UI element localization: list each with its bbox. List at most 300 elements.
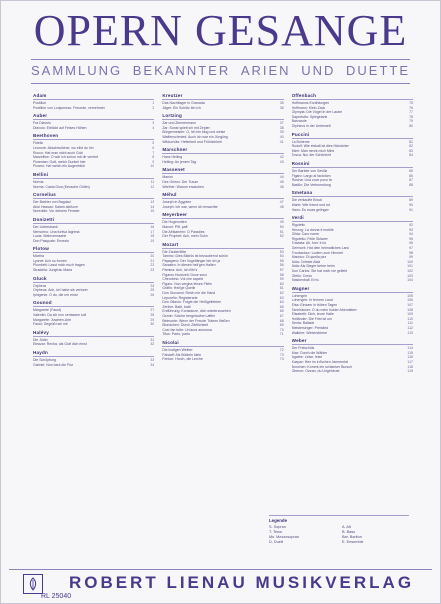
entry-title: Die Afrikanerin: O Paradies <box>162 229 205 234</box>
entry-number: 25 <box>150 288 155 293</box>
entry-number: 74 <box>279 357 284 362</box>
entry-number: 21 <box>150 258 155 263</box>
legend-item: S. Sopran <box>269 525 286 529</box>
composer-section <box>162 167 283 189</box>
entry-number: 95 <box>409 236 413 241</box>
entry-number: 45 <box>279 179 284 184</box>
entry-title: Fidelio <box>33 141 44 146</box>
entry-title: Dapertutto: Spiegelarie <box>291 114 328 119</box>
composer-heading: Massenet <box>162 167 283 174</box>
entry-title: Pizarro: Ha! welch ein Augenblick <box>33 164 85 169</box>
entry-number: 86 <box>409 173 413 178</box>
entry-title: Ännchen: Kommt ein schlanker Bursch <box>291 364 352 369</box>
entry-title: Norma <box>33 179 44 184</box>
entry-number: 80 <box>409 123 413 128</box>
entry-title: Orpheus: Ach, ich habe sie verloren <box>33 288 89 293</box>
contents-entry <box>162 185 283 190</box>
entry-number: 34 <box>150 362 155 367</box>
entry-title: Elisabeth: Dich, teure Halle <box>291 312 334 317</box>
contents-entry <box>162 106 283 111</box>
entry-title: Rudolf: Wie eiskalt ist dies Händchen <box>291 144 350 149</box>
entry-title: Così fan tutte: Un'aura amorosa <box>162 327 212 332</box>
legend-item: B. Bass <box>342 530 356 534</box>
entry-number: 110 <box>407 316 413 321</box>
contents-column <box>162 93 283 558</box>
entry-number: 32 <box>150 342 155 347</box>
entry-title: Don Pasquale: Ernesto <box>33 238 69 243</box>
composer-heading: Puccini <box>292 132 413 139</box>
entry-number: 49 <box>279 220 284 225</box>
publisher-footer <box>9 569 432 600</box>
entry-title: Joseph in Ägypten <box>162 200 192 205</box>
composer-heading: Gounod <box>33 300 154 307</box>
publisher-logo-icon <box>23 574 43 594</box>
composer-heading: Donizetti <box>33 217 154 224</box>
entry-title: Rigoletto <box>291 223 306 228</box>
composer-heading: Kreutzer <box>162 93 283 100</box>
entry-number: 58 <box>279 272 284 277</box>
entry-number: 53 <box>279 249 284 254</box>
entry-number: 116 <box>407 355 413 360</box>
entry-title: Die Jüdin <box>33 337 48 342</box>
entry-title: Marzelline: O wär ich schon mit dir vereint <box>33 155 98 160</box>
entry-title: Don Ottavio: Folget der Heißgeliebten <box>162 300 222 305</box>
catalog-number: RL 25040 <box>41 593 72 600</box>
composer-heading: Marschner <box>162 147 283 154</box>
entry-number: 61 <box>279 286 284 291</box>
title-rule <box>31 59 410 60</box>
entry-title: Gilda: Caro nome <box>291 232 320 237</box>
entry-title: Margarete: Juwelen-Arie <box>33 317 72 322</box>
entry-number: 111 <box>407 321 413 326</box>
entry-number: 19 <box>150 238 155 243</box>
entry-title: Werther: Warum erwachen <box>162 184 204 189</box>
composer-section <box>292 338 413 374</box>
legend-item: A. Alt <box>342 525 351 529</box>
composer-heading: Offenbach <box>292 93 413 100</box>
composer-heading: Adam <box>33 93 154 100</box>
entry-title: Die Hugenotten <box>162 220 187 225</box>
entry-number: 106 <box>407 298 413 303</box>
entry-title: Eleazar: Recha, als Gott dich einst <box>33 342 87 347</box>
entry-number: 37 <box>279 121 284 126</box>
entry-number: 84 <box>409 153 413 158</box>
legend-grid <box>269 525 409 545</box>
entry-title: Florestan: Gott, welch Dunkel hier <box>33 159 86 164</box>
composer-heading: Beethoven <box>33 133 154 140</box>
composer-section <box>33 113 154 130</box>
entry-number: 35 <box>279 101 284 105</box>
composer-heading: Nicolai <box>162 340 283 347</box>
entry-number: 30 <box>150 322 155 327</box>
contents-entry <box>33 342 154 347</box>
entry-number: 67 <box>279 314 284 318</box>
entry-number: 5 <box>152 141 155 146</box>
entry-number: 2 <box>152 105 155 110</box>
composer-heading: Lortzing <box>162 113 283 120</box>
entry-title: Plumkett: Lasst mich euch fragen <box>33 263 85 268</box>
composer-section <box>33 192 154 214</box>
entry-number: 69 <box>279 323 284 328</box>
composer-heading: Méhul <box>162 192 283 199</box>
entry-number: 112 <box>407 325 413 330</box>
entry-title: Agathe: Leise, leise <box>291 355 323 360</box>
entry-number: 55 <box>279 258 284 263</box>
entry-title: Zar: Sonst spielt ich mit Zepter <box>162 125 210 130</box>
entry-title: Walküre: Winterstürme <box>291 330 328 335</box>
entry-title: Gräfin: Heil'ge Quelle <box>162 286 196 291</box>
composer-section <box>162 93 283 110</box>
entry-title: La Bohème <box>291 139 310 144</box>
entry-number: 104 <box>407 278 413 283</box>
entry-title: Postillon von Lonjumeau: Freunde, vernehmet <box>33 105 105 110</box>
entry-number: 4 <box>152 125 155 130</box>
entry-number: 101 <box>407 264 413 269</box>
contents-entry <box>292 369 413 374</box>
legend-item: D. Duett <box>269 540 283 544</box>
entry-title: Rosina: Una voce poco fa <box>291 178 332 183</box>
composer-section <box>33 217 154 243</box>
contents-column <box>292 93 413 558</box>
entry-title: Falstaff: Als Büblein klein <box>162 352 202 357</box>
contents-entry <box>33 268 154 273</box>
composer-section <box>162 113 283 144</box>
entry-number: 64 <box>279 300 284 305</box>
entry-title: Jäger: Ein Schütz bin ich <box>162 105 201 110</box>
entry-number: 59 <box>279 277 284 282</box>
entry-number: 92 <box>409 223 413 228</box>
entry-title: Rocco: Hat man nicht auch Gold <box>33 150 84 155</box>
entry-title: Rigoletto: Feile Sklaven <box>291 236 329 241</box>
entry-title: Manrico: Di quella pira <box>291 255 327 260</box>
entry-number: 91 <box>409 207 413 212</box>
entry-title: Das Nachtlager in Granada <box>162 101 205 105</box>
composer-section <box>33 172 154 189</box>
contents-entry <box>162 160 283 165</box>
entry-title: Joseph: Ich war, wenn ich erwachte <box>162 204 218 209</box>
composer-section <box>33 246 154 272</box>
legend-item: E. Ensemble <box>342 540 364 544</box>
entry-title: Oberon: Ozean, du Ungeheuer <box>291 369 340 374</box>
composer-heading: Haydn <box>33 350 154 357</box>
contents-entry <box>292 208 413 213</box>
entry-number: 27 <box>150 308 155 313</box>
entry-number: 43 <box>279 159 284 164</box>
entry-number: 48 <box>279 204 284 209</box>
entry-title: Abul Hassan: Salam aleikum <box>33 204 78 209</box>
entry-number: 82 <box>409 144 413 149</box>
entry-number: 93 <box>409 227 413 232</box>
subtitle-word: BEKANNTER <box>132 63 231 78</box>
entry-title: Leonore: Abscheulicher, wo eilst du hin <box>33 145 94 150</box>
entry-number: 71 <box>279 332 284 337</box>
collection-title: OPERN GESANGE <box>33 6 408 55</box>
entry-title: Tamino: Dies Bildnis ist bezaubernd schön <box>162 254 229 259</box>
entry-title: Lyonel: Ach so fromm <box>33 258 67 263</box>
entry-number: 36 <box>279 105 284 110</box>
composer-heading: Mozart <box>162 242 283 249</box>
contents-entry <box>162 140 283 145</box>
entry-title: Die lustigen Weiber <box>162 347 193 352</box>
entry-number: 103 <box>407 273 413 278</box>
entry-number: 89 <box>409 198 413 203</box>
entry-title: Barcarole <box>291 119 307 124</box>
composer-heading: Flotow <box>33 246 154 253</box>
entry-title: Germont: Hat dein heimatliches Land <box>291 246 350 251</box>
contents-entry <box>162 234 283 239</box>
entry-number: 47 <box>279 200 284 205</box>
entry-number: 108 <box>407 307 413 312</box>
entry-title: Postillon <box>33 101 47 105</box>
entry-number: 113 <box>407 330 413 335</box>
entry-number: 94 <box>409 232 413 237</box>
entry-title: Tannhäuser: O du mein holder Abendstern <box>291 307 358 312</box>
entry-number: 23 <box>150 268 155 273</box>
entry-title: Orpheus <box>33 283 47 288</box>
composer-section <box>292 132 413 158</box>
entry-title: Mimi: Man nennt mich Mimi <box>291 148 335 153</box>
entry-number: 17 <box>150 229 155 234</box>
entry-number: 72 <box>279 347 284 352</box>
entry-title: Max: Durch die Wälder <box>291 350 328 355</box>
entry-title: Orpheus in der Unterwelt <box>291 123 331 128</box>
entry-number: 117 <box>407 359 413 364</box>
composer-heading: Cornelius <box>33 192 154 199</box>
entry-number: 98 <box>409 250 413 255</box>
entry-title: Figaro: Nun vergiss leises Flehn <box>162 281 213 286</box>
entry-number: 119 <box>407 369 413 374</box>
entry-title: Gabriel: Nun beut die Flur <box>33 362 74 367</box>
entry-title: Lohengrin <box>291 293 308 298</box>
composer-heading: Smetana <box>292 190 413 197</box>
entry-title: Heiling: An jenem Tag <box>162 159 197 164</box>
entry-title: Kaspar: Hier im ird'schen Jammertal <box>291 359 348 364</box>
subtitle-word: SAMMLUNG <box>31 63 123 78</box>
entry-number: 16 <box>150 224 155 229</box>
entry-number: 115 <box>407 350 413 355</box>
entry-number: 52 <box>279 234 284 239</box>
entry-title: Hoffmanns Erzählungen <box>291 101 330 105</box>
entry-title: Otello: Credo <box>291 273 313 278</box>
legend-title: Legende <box>269 518 288 523</box>
entry-number: 42 <box>279 155 284 160</box>
contents-entry <box>33 322 154 327</box>
composer-section <box>33 93 154 110</box>
entry-title: Entführung: Konstanze, dich wiederzusehen <box>162 309 231 314</box>
composer-heading: Halévy <box>33 330 154 337</box>
entry-title: Die Schöpfung <box>33 358 56 362</box>
entry-title: Figaro: Largo al factotum <box>291 173 331 178</box>
entry-number: 56 <box>279 263 284 268</box>
entry-title: Hans Heiling <box>162 155 183 160</box>
entry-title: Senta: Ballade <box>291 321 315 326</box>
entry-number: 73 <box>279 352 284 357</box>
entry-title: Titus: Parto, parto <box>162 332 191 337</box>
entry-number: 29 <box>150 317 155 322</box>
entry-title: Troubadour: Lodern zum Himmel <box>291 250 343 255</box>
entry-number: 99 <box>409 255 413 260</box>
contents-entry <box>292 183 413 188</box>
entry-number: 107 <box>407 303 413 307</box>
entry-number: 114 <box>407 346 413 351</box>
entry-title: Aida: Celeste Aida <box>291 259 321 264</box>
contents-entry <box>162 357 283 362</box>
legend-box <box>269 515 409 568</box>
contents-entry <box>33 363 154 368</box>
entry-title: Fra Diavolo <box>33 121 51 126</box>
entry-number: 1 <box>152 101 155 105</box>
entry-title: Lohengrin: In fernem Land <box>291 298 333 303</box>
composer-section <box>292 190 413 212</box>
entry-number: 78 <box>409 114 413 119</box>
entry-title: Die verkaufte Braut <box>291 198 322 203</box>
entry-number: 85 <box>409 168 413 173</box>
entry-title: Zar und Zimmermann <box>162 121 196 126</box>
contents-entry <box>292 331 413 336</box>
entry-title: Aida: Als Sieger kehre heim <box>291 264 335 269</box>
entry-number: 118 <box>407 364 413 369</box>
entry-number: 3 <box>152 121 155 126</box>
legend-item: Bar. Bariton <box>342 535 362 539</box>
entry-title: Martha <box>33 254 44 259</box>
entry-title: Pamina: Ach, ich fühl's <box>162 268 198 273</box>
entry-title: Holländer: Die Frist ist um <box>291 316 332 321</box>
entry-title: Basilio: Die Verleumdung <box>291 182 331 187</box>
entry-number: 68 <box>279 318 284 323</box>
entry-title: Margarete (Faust) <box>33 308 62 313</box>
entry-number: 24 <box>150 283 155 288</box>
entry-number: 97 <box>409 246 413 251</box>
composer-section <box>292 161 413 187</box>
entry-title: Der Liebestrank <box>33 224 58 229</box>
entry-number: 13 <box>150 200 155 205</box>
entry-title: Papageno: Der Vogelfänger bin ich ja <box>162 258 221 263</box>
legend-item: T. Tenor <box>269 530 283 534</box>
composer-section <box>33 330 154 347</box>
contents-entry <box>33 106 154 111</box>
composer-section <box>162 147 283 164</box>
entry-number: 70 <box>279 327 284 332</box>
entry-number: 26 <box>150 292 155 297</box>
entry-title: Valentin: Da ich nun verlassen soll <box>33 313 87 318</box>
composer-section <box>33 350 154 367</box>
entry-number: 9 <box>152 159 155 164</box>
entry-number: 83 <box>409 148 413 153</box>
entry-number: 28 <box>150 313 155 318</box>
entry-title: Don Giovanni: Reich mir die Hand <box>162 291 216 296</box>
entry-title: Nemorino: Una furtiva lagrima <box>33 229 80 234</box>
entry-number: 109 <box>407 312 413 317</box>
entry-number: 38 <box>279 125 284 130</box>
entry-title: Marcel: Piff, paff <box>162 224 188 229</box>
entry-title: Maskenball: Eri tu <box>291 278 320 283</box>
entry-title: Herzog: La donna è mobile <box>291 227 334 232</box>
entry-number: 88 <box>409 182 413 187</box>
entry-number: 81 <box>409 139 413 144</box>
contents-columns <box>33 93 413 558</box>
composer-section <box>162 242 283 337</box>
composer-section <box>33 133 154 169</box>
entry-number: 10 <box>150 164 155 169</box>
entry-title: Marie: Wie fremd und tot <box>291 202 330 207</box>
entry-number: 102 <box>407 269 413 274</box>
composer-heading: Verdi <box>292 215 413 222</box>
contents-entry <box>33 293 154 298</box>
entry-title: Leporello: Registerarie <box>162 295 198 300</box>
entry-title: Die Zauberflöte <box>162 249 187 254</box>
entry-title: Cherubino: Voi che sapete <box>162 277 204 282</box>
entry-number: 62 <box>279 291 284 296</box>
entry-title: Der Prophet: Ach, mein Sohn <box>162 234 208 239</box>
entry-title: Nureddin: Vor deinem Fenster <box>33 209 80 214</box>
contents-entry <box>33 126 154 131</box>
contents-entry <box>33 185 154 190</box>
entry-title: Traviata: Ah, fors' è lui <box>291 241 327 246</box>
composer-heading: Weber <box>292 338 413 345</box>
entry-title: Der Freischütz <box>291 346 315 351</box>
entry-number: 51 <box>279 229 284 234</box>
composer-section <box>292 286 413 335</box>
composer-section <box>162 212 283 238</box>
subtitle-word: UND <box>301 63 336 78</box>
entry-number: 14 <box>150 204 155 209</box>
entry-number: 105 <box>407 293 413 298</box>
entry-title: Belmonte: Wenn der Freude Tränen fließen <box>162 318 230 323</box>
entry-title: Blondchen: Durch Zärtlichkeit <box>162 323 209 328</box>
entry-title: Zerline: Batti, batti <box>162 304 191 309</box>
entry-number: 57 <box>279 268 284 273</box>
entry-title: Hans: Es muss gelingen <box>291 207 330 212</box>
contents-entry <box>33 239 154 244</box>
composer-heading: Bellini <box>33 172 154 179</box>
entry-title: Osmin: Solche hergelaufne Laffen <box>162 314 216 318</box>
entry-number: 96 <box>409 241 413 246</box>
entry-title: Olympia: Die Vögel in der Laube <box>291 110 343 115</box>
entry-title: Wildschütz: Heiterkeit und Fröhlichkeit <box>162 139 222 144</box>
collection-subtitle <box>31 63 410 78</box>
entry-title: Hoffmann: Klein-Zack <box>291 105 326 110</box>
entry-number: 12 <box>150 184 155 189</box>
entry-title: Lucia: Wahnsinnsarie <box>33 234 67 239</box>
composer-section <box>33 276 154 298</box>
entry-number: 11 <box>150 179 155 184</box>
entry-number: 6 <box>152 145 155 150</box>
entry-title: Fenton: Horch, die Lerche <box>162 357 203 362</box>
contents-entry <box>292 124 413 129</box>
entry-title: Tosca: Nur der Schönheit <box>291 153 331 158</box>
entry-title: Faust: Gegrüßt sei mir <box>33 322 68 327</box>
entry-number: 44 <box>279 175 284 180</box>
composer-heading: Gluck <box>33 276 154 283</box>
composer-heading: Meyerbeer <box>162 212 283 219</box>
entry-number: 75 <box>409 101 413 105</box>
composer-section <box>162 340 283 362</box>
entry-number: 22 <box>150 263 155 268</box>
entry-number: 39 <box>279 130 284 135</box>
entry-title: Meistersinger: Preislied <box>291 325 329 330</box>
entry-number: 7 <box>152 150 155 155</box>
entry-number: 41 <box>279 139 284 144</box>
entry-number: 33 <box>150 358 155 362</box>
entry-number: 31 <box>150 337 155 342</box>
entry-number: 63 <box>279 295 284 300</box>
entry-number: 66 <box>279 309 284 314</box>
entry-title: Manon <box>162 175 174 180</box>
contents-entry <box>33 164 154 169</box>
contents-entry <box>292 278 413 283</box>
entry-number: 46 <box>279 184 284 189</box>
entry-title: Figaros Hochzeit: Dove sono <box>162 272 208 277</box>
